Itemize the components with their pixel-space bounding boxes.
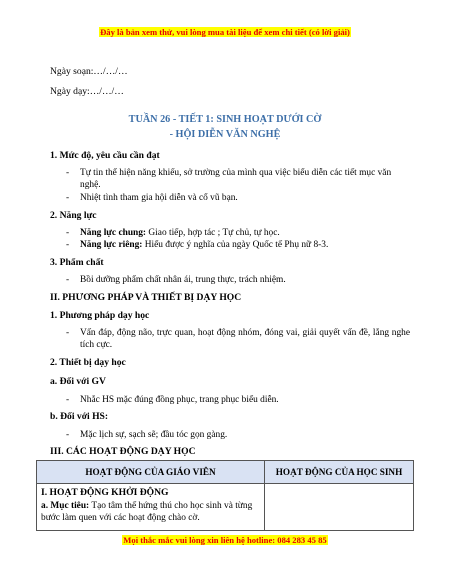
date-teach: Ngày dạy:…/…/… [50,86,124,97]
section-requirements-heading: 1. Mức độ, yêu cầu cần đạt [50,150,160,161]
lesson-subtitle: - HỘI DIỄN VĂN NGHỆ [169,129,281,140]
list-item: - Vấn đáp, động não, trực quan, hoạt động nhóm, đóng vai, giải quyết vấn đề, lắng nghe tích cực. [66,328,410,351]
equipment-heading: 2. Thiết bị dạy học [50,357,126,368]
lesson-title: TUẦN 26 - TIẾT 1: SINH HOẠT DƯỚI CỜ [128,114,322,125]
list-item: - Nhắc HS mặc đúng đồng phục, trang phục biểu diễn. [66,395,279,405]
teacher-column-header: HOẠT ĐỘNG CỦA GIÁO VIÊN [37,461,265,484]
list-item: - Mặc lịch sự, sạch sẽ; đầu tóc gọn gàng. [66,430,228,440]
student-column-header: HOẠT ĐỘNG CỦA HỌC SINH [265,461,414,484]
list-item: - Năng lực riêng: Hiểu được ý nghĩa của ngày Quốc tế Phụ nữ 8-3. [66,240,329,250]
section-qualities-heading: 3. Phẩm chất [50,257,104,268]
student-equipment-heading: b. Đối với HS: [50,411,109,422]
list-item: - Tự tin thể hiện năng khiếu, sở trường của mình qua việc biểu diễn các tiết mục văn nghệ. [66,168,392,191]
list-item: - Bồi dưỡng phẩm chất nhân ái, trung thực, trách nhiệm. [66,275,286,285]
teacher-activity-cell [37,484,265,531]
student-activity-cell [265,484,414,531]
activity-goal: a. Mục tiêu: Tạo tâm thế hứng thú cho học sinh và từng bước làm quen với các hoạt động chào cờ. [41,501,253,523]
part3-heading: III. CÁC HOẠT ĐỘNG DẠY HỌC [50,446,196,457]
methods-heading: 1. Phương pháp dạy học [50,310,150,321]
preview-notice-banner: Đây là bản xem thử, vui lòng mua tài liệu để xem chi tiết (có lời giải) [100,27,350,37]
table-row [37,484,414,531]
list-item: - Năng lực chung: Giao tiếp, hợp tác ; Tự chủ, tự học. [66,228,280,238]
section-competence-heading: 2. Năng lực [50,210,97,221]
part2-heading: II. PHƯƠNG PHÁP VÀ THIẾT BỊ DẠY HỌC [50,292,242,303]
date-prepare: Ngày soạn:…/…/… [50,66,128,77]
teacher-equipment-heading: a. Đối với GV [50,376,106,387]
list-item: - Nhiệt tình tham gia hội diễn và cổ vũ bạn. [66,193,238,203]
activities-table [36,460,414,531]
activity-heading: I. HOẠT ĐỘNG KHỞI ĐỘNG [41,487,169,498]
hotline-banner: Mọi thắc mắc vui lòng xin liên hệ hotline: 084 283 45 85 [123,535,327,545]
